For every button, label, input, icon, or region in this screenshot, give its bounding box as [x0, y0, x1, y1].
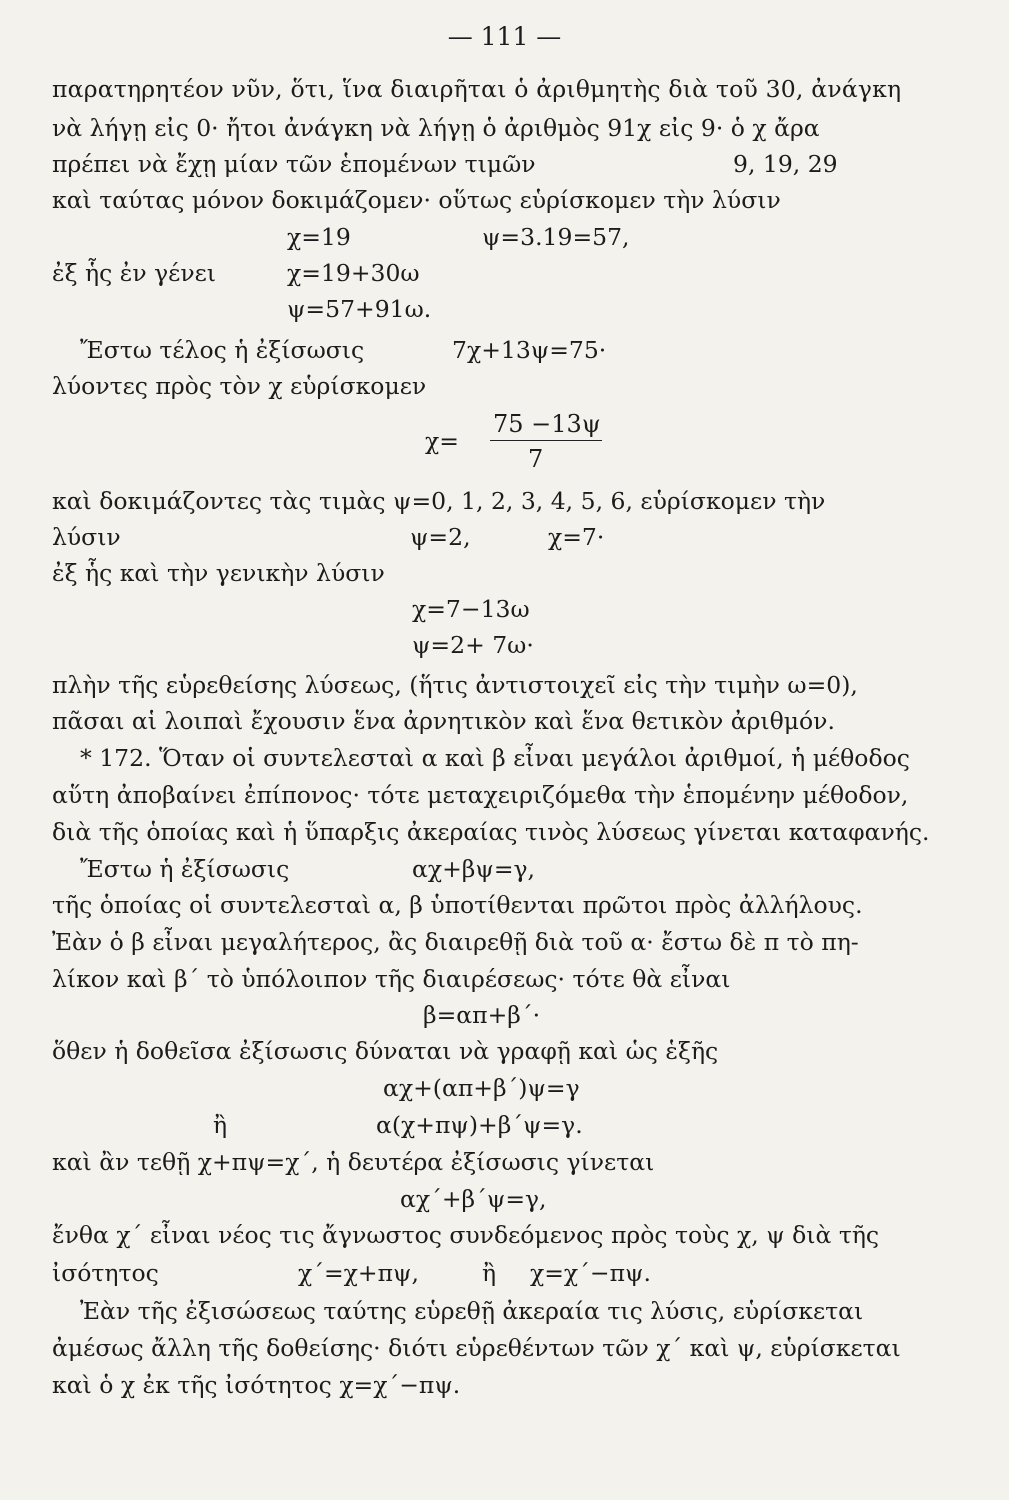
- text-line: Ἐὰν ὁ β εἶναι μεγαλήτερος, ἂς διαιρεθῇ διὰ τοῦ α· ἔστω δὲ π τὸ πη-: [52, 928, 859, 956]
- equation: αχ+βψ=γ,: [412, 855, 536, 883]
- text-line: παρατηρητέον νῦν, ὅτι, ἵνα διαιρῆται ὁ ἀριθμητὴς διὰ τοῦ 30, ἀνάγκη: [52, 75, 902, 103]
- equation: α(χ+πψ)+β΄ψ=γ.: [376, 1111, 583, 1139]
- equation: ψ=57+91ω.: [287, 295, 432, 323]
- equation: αχ+(απ+β΄)ψ=γ: [383, 1074, 580, 1102]
- text-line: καὶ ἂν τεθῇ χ+πψ=χ΄, ἡ δευτέρα ἐξίσωσις γίνεται: [52, 1148, 655, 1176]
- equation: ψ=2,: [410, 523, 471, 551]
- text-line: ἢ: [482, 1259, 497, 1287]
- equation: χ΄=χ+πψ,: [298, 1259, 419, 1287]
- text-line: νὰ λήγῃ εἰς 0· ἤτοι ἀνάγκη νὰ λήγῃ ὁ ἀριθμὸς 91χ εἰς 9· ὁ χ ἄρα: [52, 114, 820, 142]
- equation: χ=19+30ω: [287, 259, 420, 287]
- fraction: [490, 410, 605, 473]
- text-line: ἰσότητος: [52, 1259, 159, 1287]
- equation: 7χ+13ψ=75·: [452, 336, 607, 364]
- section-heading-line: * 172. Ὅταν οἱ συντελεσταὶ α καὶ β εἶναι μεγάλοι ἀριθμοί, ἡ μέθοδος: [80, 744, 910, 772]
- text-line: λύσιν: [52, 523, 121, 551]
- equation: β=απ+β΄·: [423, 1001, 541, 1029]
- text-line: ἐξ ἧς καὶ τὴν γενικὴν λύσιν: [52, 559, 385, 587]
- text-line: 9, 19, 29: [733, 150, 838, 178]
- fraction-lhs: χ=: [425, 427, 459, 455]
- text-line: ἐξ ἧς ἐν γένει: [52, 259, 216, 287]
- text-line: ἢ: [213, 1111, 228, 1139]
- text-line: καὶ ὁ χ ἐκ τῆς ἰσότητος χ=χ΄−πψ.: [52, 1371, 461, 1399]
- equation: ψ=2+ 7ω·: [412, 631, 534, 659]
- equation: χ=7·: [548, 523, 605, 551]
- text-line: αὕτη ἀποβαίνει ἐπίπονος· τότε μεταχειριζόμεθα τὴν ἑπομένην μέθοδον,: [52, 781, 909, 809]
- text-line: λύοντες πρὸς τὸν χ εὑρίσκομεν: [52, 372, 427, 400]
- equation: χ=χ΄−πψ.: [530, 1259, 651, 1287]
- text-line: ἔνθα χ΄ εἶναι νέος τις ἄγνωστος συνδεόμενος πρὸς τοὺς χ, ψ διὰ τῆς: [52, 1221, 880, 1249]
- text-line: πρέπει νὰ ἔχῃ μίαν τῶν ἑπομένων τιμῶν: [52, 150, 536, 178]
- fraction-numerator: 75 −13ψ: [493, 410, 601, 438]
- text-line: Ἔστω τέλος ἡ ἐξίσωσις: [80, 336, 365, 364]
- fraction-bar: [490, 440, 602, 441]
- page-number: — 111 —: [447, 22, 562, 51]
- text-line: τῆς ὁποίας οἱ συντελεσταὶ α, β ὑποτίθενται πρῶτοι πρὸς ἀλλήλους.: [52, 891, 863, 919]
- equation: χ=19: [287, 223, 351, 251]
- text-line: καὶ ταύτας μόνον δοκιμάζομεν· οὕτως εὑρίσκομεν τὴν λύσιν: [52, 186, 781, 214]
- fraction-denominator: 7: [528, 445, 544, 473]
- equation: αχ΄+β΄ψ=γ,: [400, 1185, 547, 1213]
- text-line: καὶ δοκιμάζοντες τὰς τιμὰς ψ=0, 1, 2, 3, 4, 5, 6, εὑρίσκομεν τὴν: [52, 487, 826, 515]
- equation: χ=7−13ω: [412, 595, 530, 623]
- text-line: πᾶσαι αἱ λοιπαὶ ἔχουσιν ἕνα ἀρνητικὸν καὶ ἕνα θετικὸν ἀριθμόν.: [52, 707, 835, 735]
- text-line: Ἔστω ἡ ἐξίσωσις: [80, 855, 290, 883]
- text-line: πλὴν τῆς εὑρεθείσης λύσεως, (ἥτις ἀντιστοιχεῖ εἰς τὴν τιμὴν ω=0),: [52, 671, 858, 699]
- text-line: λίκον καὶ β΄ τὸ ὑπόλοιπον τῆς διαιρέσεως· τότε θὰ εἶναι: [52, 965, 731, 993]
- text-line: διὰ τῆς ὁποίας καὶ ἡ ὕπαρξις ἀκεραίας τινὸς λύσεως γίνεται καταφανής.: [52, 818, 930, 846]
- text-line: Ἐὰν τῆς ἐξισώσεως ταύτης εὑρεθῇ ἀκεραία τις λύσις, εὑρίσκεται: [80, 1297, 864, 1325]
- text-line: ἀμέσως ἄλλη τῆς δοθείσης· διότι εὑρεθέντων τῶν χ΄ καὶ ψ, εὑρίσκεται: [52, 1334, 901, 1362]
- text-line: ὅθεν ἡ δοθεῖσα ἐξίσωσις δύναται νὰ γραφῇ καὶ ὡς ἑξῆς: [52, 1037, 719, 1065]
- equation: ψ=3.19=57,: [482, 223, 630, 251]
